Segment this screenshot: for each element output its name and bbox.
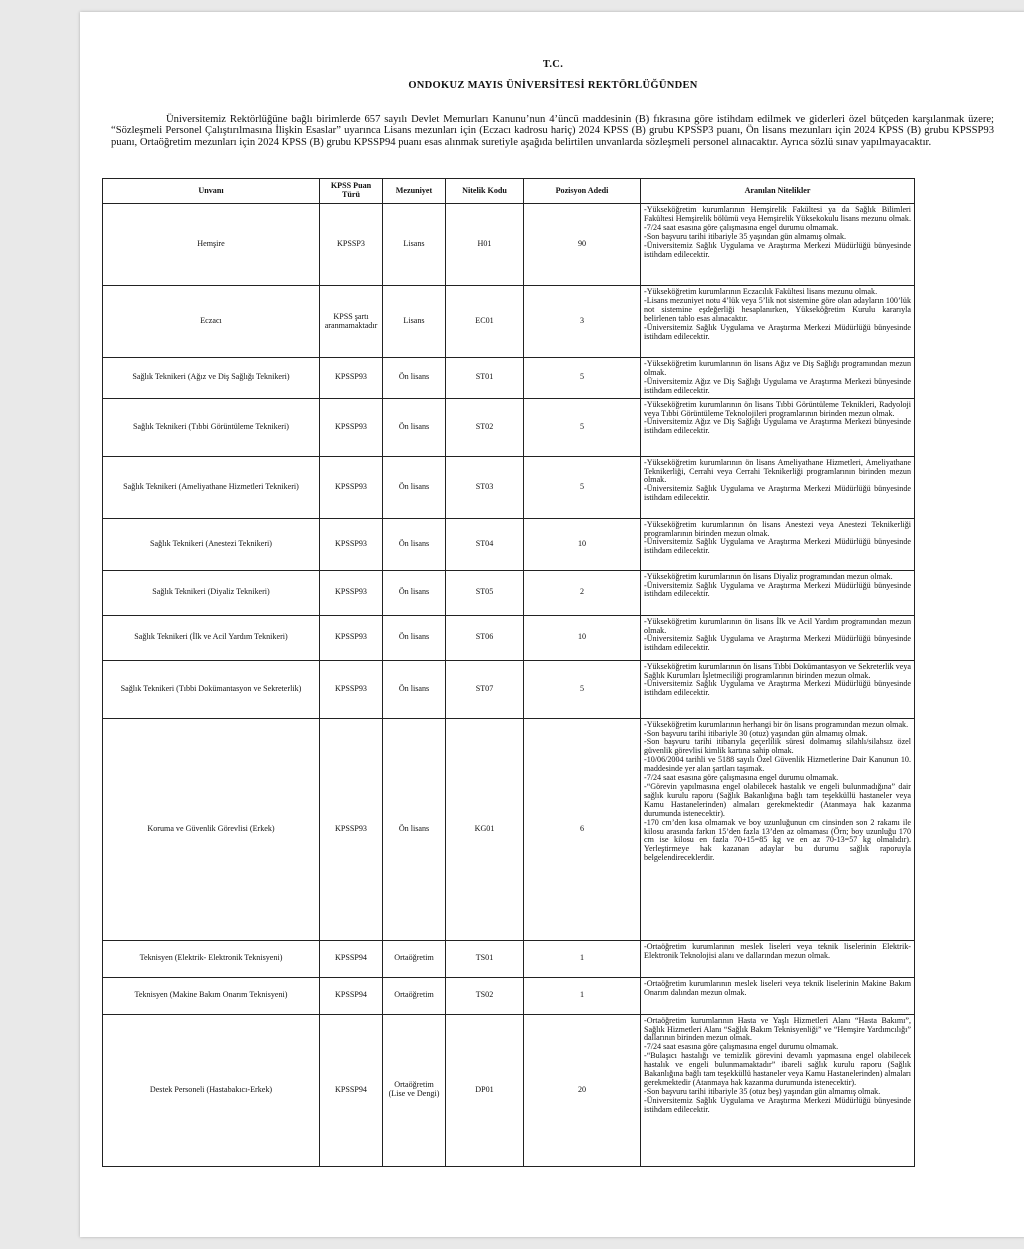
- qualification-line: -Üniversitemiz Sağlık Uygulama ve Araştırma Merkezi Müdürlüğü bünyesinde istihdam edilecektir.: [644, 537, 911, 556]
- header-qualifications: Aranılan Nitelikler: [641, 179, 915, 204]
- graduation-cell: Ön lisans: [383, 718, 446, 940]
- qualification-line: -Yükseköğretim kurumlarının ön lisans Ameliyathane Hizmetleri, Ameliyathane Teknikerliği, Cerrahi veya Cerrahi Teknikerliği programlarının birinden mezun olmak.: [644, 457, 911, 485]
- position-title-cell: Sağlık Teknikeri (Tıbbi Görüntüleme Teknikeri): [103, 398, 320, 456]
- table-row: [103, 398, 915, 456]
- graduation-cell: Ortaöğretim: [383, 977, 446, 1014]
- qualifications-cell: [641, 204, 915, 286]
- qualification-line: -Ortaöğretim kurumlarının meslek liseleri veya teknik liselerinin Makine Bakım Onarım dalından mezun olmak.: [644, 978, 911, 997]
- document-page: [80, 12, 1024, 1237]
- table-row: [103, 518, 915, 570]
- position-title-cell: Sağlık Teknikeri (Tıbbi Dokümantasyon ve Sekreterlik): [103, 660, 320, 718]
- qualification-line: -7/24 saat esasına göre çalışmasına engel durumu olmamak.: [644, 1042, 839, 1052]
- qualification-line: -Lisans mezuniyet notu 4’lük veya 5’lik not sistemine göre olan adayların 100’lük not sistemine eşdeğerliği hesaplanırken, Yükseköğretim Kurulu kararıyla belirlenen tablo esas alınacaktır.: [644, 295, 911, 323]
- position-count-cell: 5: [524, 456, 641, 518]
- qualification-line: -Son başvuru tarihi itibariyle 35 yaşından gün almamış olmak.: [644, 231, 847, 241]
- graduation-cell: Ön lisans: [383, 660, 446, 718]
- position-count-cell: 2: [524, 570, 641, 615]
- header-kpss: KPSS Puan Türü: [320, 179, 383, 204]
- kpss-type-cell: KPSSP93: [320, 358, 383, 399]
- qualification-line: -Yükseköğretim kurumlarının Eczacılık Fakültesi lisans mezunu olmak.: [644, 287, 878, 296]
- qualification-line: -7/24 saat esasına göre çalışmasına engel durumu olmamak.: [644, 773, 839, 783]
- header-tc: T.C.: [542, 59, 564, 70]
- qualifications-cell: [641, 570, 915, 615]
- qualification-line: -Üniversitemiz Sağlık Uygulama ve Araştırma Merkezi Müdürlüğü bünyesinde istihdam edilecektir.: [644, 580, 911, 599]
- header-count: Pozisyon Adedi: [524, 179, 641, 204]
- qualification-line: -Üniversitemiz Sağlık Uygulama ve Araştırma Merkezi Müdürlüğü bünyesinde istihdam edilecektir.: [644, 1095, 911, 1114]
- position-count-cell: 10: [524, 615, 641, 660]
- qualification-line: -Yükseköğretim kurumlarının ön lisans Ağız ve Diş Sağlığı programından mezun olmak.: [644, 359, 911, 377]
- qualification-code-cell: H01: [446, 204, 524, 286]
- table-row: [103, 660, 915, 718]
- qualification-line: -Üniversitemiz Ağız ve Diş Sağlığı Uygulama ve Araştırma Merkezi bünyesinde istihdam edilecektir.: [644, 417, 911, 436]
- qualification-code-cell: TS01: [446, 940, 524, 977]
- kpss-type-cell: KPSSP94: [320, 977, 383, 1014]
- kpss-type-cell: KPSSP3: [320, 204, 383, 286]
- kpss-type-cell: KPSSP94: [320, 1014, 383, 1166]
- qualification-line: -170 cm’den kısa olmamak ve boy uzunluğunun cm cinsinden son 2 rakamı ile kilosu arasında farkın 15’den fazla 13’den az olmaması (Örn; boy uzunluğu 170 cm ise kilosu en fazla 70+15=85 kg ve en az 70-13=57 kg olmalıdır). Yerleştirmeye hak kazanan adaylar bu durumu sağlık raporuyla belgelendireceklerdir.: [644, 817, 911, 863]
- qualification-code-cell: DP01: [446, 1014, 524, 1166]
- kpss-type-cell: KPSSP94: [320, 940, 383, 977]
- qualifications-cell: [641, 615, 915, 660]
- qualifications-cell: [641, 398, 915, 456]
- qualifications-cell: [641, 660, 915, 718]
- qualifications-cell: [641, 286, 915, 358]
- graduation-cell: Lisans: [383, 204, 446, 286]
- qualification-line: -Son başvuru tarihi itibariyle 35 (otuz beş) yaşından gün almamış olmak.: [644, 1086, 881, 1096]
- qualification-line: -Üniversitemiz Sağlık Uygulama ve Araştırma Merkezi Müdürlüğü bünyesinde istihdam edilecektir.: [644, 634, 911, 653]
- kpss-type-cell: KPSSP93: [320, 518, 383, 570]
- position-title-cell: Eczacı: [103, 286, 320, 358]
- position-title-cell: Destek Personeli (Hastabakıcı-Erkek): [103, 1014, 320, 1166]
- table-row: [103, 940, 915, 977]
- qualification-line: -Yükseköğretim kurumlarının herhangi bir ön lisans programından mezun olmak.: [644, 719, 909, 729]
- qualification-line: -10/06/2004 tarihli ve 5188 sayılı Özel Güvenlik Hizmetlerine Dair Kanunun 10. maddesinde yer alan şartları taşımak.: [644, 755, 911, 774]
- table-header-row: [103, 179, 915, 204]
- qualification-code-cell: ST04: [446, 518, 524, 570]
- table-row: [103, 615, 915, 660]
- position-count-cell: 5: [524, 660, 641, 718]
- position-title-cell: Koruma ve Güvenlik Görevlisi (Erkek): [103, 718, 320, 940]
- qualification-line: -Üniversitemiz Sağlık Uygulama ve Araştırma Merkezi Müdürlüğü bünyesinde istihdam edilecektir.: [644, 484, 911, 503]
- table-row: [103, 358, 915, 399]
- qualifications-cell: [641, 456, 915, 518]
- qualifications-cell: [641, 718, 915, 940]
- table-row: [103, 1014, 915, 1166]
- qualification-code-cell: KG01: [446, 718, 524, 940]
- qualification-code-cell: ST02: [446, 398, 524, 456]
- graduation-cell: Ortaöğretim (Lise ve Dengi): [383, 1014, 446, 1166]
- intro-paragraph: Üniversitemiz Rektörlüğüne bağlı birimlerde 657 sayılı Devlet Memurları Kanunu’nun 4’üncü maddesinin (B) fıkrasına göre istihdam edilmek ve giderleri özel bütçeden karşılanmak üzere; “Sözleşmeli Personel Çalıştırılmasına İlişkin Esaslar” uyarınca Lisans mezunları için (Eczacı kadrosu hariç) 2024 KPSS (B) grubu KPSSP3 puanı, Ön lisans mezunları için 2024 KPSS (B) grubu KPSSP93 puanı, Ortaöğretim mezunları için 2024 KPSS (B) grubu KPSSP94 puanı esas alınmak suretiyle aşağıda belirtilen unvanlarda sözleşmeli personel alınacaktır. Ayrıca sözlü sınav yapılmayacaktır.: [111, 114, 994, 148]
- qualifications-cell: [641, 358, 915, 399]
- position-title-cell: Sağlık Teknikeri (Ameliyathane Hizmetleri Teknikeri): [103, 456, 320, 518]
- position-count-cell: 1: [524, 940, 641, 977]
- qualification-line: -Yükseköğretim kurumlarının ön lisans Anestezi veya Anestezi Teknikerliği programlarının birinden mezun olmak.: [644, 519, 911, 538]
- position-count-cell: 1: [524, 977, 641, 1014]
- qualification-line: -Yükseköğretim kurumlarının ön lisans İlk ve Acil Yardım programından mezun olmak.: [644, 616, 911, 635]
- header-graduation: Mezuniyet: [383, 179, 446, 204]
- table-row: [103, 977, 915, 1014]
- graduation-cell: Ön lisans: [383, 398, 446, 456]
- qualification-code-cell: EC01: [446, 286, 524, 358]
- position-count-cell: 10: [524, 518, 641, 570]
- qualification-line: -Üniversitemiz Sağlık Uygulama ve Araştırma Merkezi Müdürlüğü bünyesinde istihdam edilecektir.: [644, 679, 911, 698]
- qualification-line: -Son başvuru tarihi itibarıyla geçerlilik süresi dolmamış silahlı/silahsız özel güvenlik görevlisi kimlik kartına sahip olmak.: [644, 737, 911, 756]
- qualifications-cell: [641, 940, 915, 977]
- header-code: Nitelik Kodu: [446, 179, 524, 204]
- header-title: Unvanı: [103, 179, 320, 204]
- header-university: ONDOKUZ MAYIS ÜNİVERSİTESİ REKTÖRLÜĞÜNDEN: [408, 80, 698, 91]
- graduation-cell: Ortaöğretim: [383, 940, 446, 977]
- table-row: [103, 570, 915, 615]
- qualifications-cell: [641, 1014, 915, 1166]
- position-title-cell: Teknisyen (Elektrik- Elektronik Teknisyeni): [103, 940, 320, 977]
- position-title-cell: Sağlık Teknikeri (Ağız ve Diş Sağlığı Teknikeri): [103, 358, 320, 399]
- positions-table: [102, 178, 915, 1167]
- graduation-cell: Lisans: [383, 286, 446, 358]
- graduation-cell: Ön lisans: [383, 518, 446, 570]
- kpss-type-cell: KPSSP93: [320, 660, 383, 718]
- position-title-cell: Sağlık Teknikeri (Anestezi Teknikeri): [103, 518, 320, 570]
- kpss-type-cell: KPSS şartı aranmamaktadır: [320, 286, 383, 358]
- table-row: [103, 718, 915, 940]
- table-row: [103, 204, 915, 286]
- position-count-cell: 20: [524, 1014, 641, 1166]
- qualification-line: -Yükseköğretim kurumlarının ön lisans Tıbbi Dokümantasyon ve Sekreterlik veya Sağlık Kurumları İşletmeciliği programlarının birinden mezun olmak.: [644, 661, 911, 680]
- position-title-cell: Sağlık Teknikeri (Diyaliz Teknikeri): [103, 570, 320, 615]
- qualification-code-cell: TS02: [446, 977, 524, 1014]
- kpss-type-cell: KPSSP93: [320, 398, 383, 456]
- qualifications-cell: [641, 977, 915, 1014]
- kpss-type-cell: KPSSP93: [320, 456, 383, 518]
- position-title-cell: Teknisyen (Makine Bakım Onarım Teknisyeni): [103, 977, 320, 1014]
- qualification-code-cell: ST01: [446, 358, 524, 399]
- graduation-cell: Ön lisans: [383, 615, 446, 660]
- qualification-line: -“Görevin yapılmasına engel olabilecek hastalık ve engeli bulunmadığına” dair sağlık kurulu raporu (Sağlık Bakanlığına bağlı tam teşekküllü hastaneler veya Kamu Hastanelerinden) almaları gerekmektedir (Atanmaya hak kazanma durumunda istenecektir).: [644, 781, 911, 818]
- qualification-line: -Yükseköğretim kurumlarının ön lisans Tıbbi Görüntüleme Teknikleri, Radyoloji veya Tıbbi Görüntüleme Teknolojileri programlarının birinden mezun olmak.: [644, 399, 911, 418]
- table-row: [103, 286, 915, 358]
- position-title-cell: Sağlık Teknikeri (İlk ve Acil Yardım Teknikeri): [103, 615, 320, 660]
- position-count-cell: 3: [524, 286, 641, 358]
- kpss-type-cell: KPSSP93: [320, 615, 383, 660]
- qualification-line: -Yükseköğretim kurumlarının Hemşirelik Fakültesi ya da Sağlık Bilimleri Fakültesi Hemşirelik bölümü veya Hemşirelik Yüksekokulu lisans mezunu olmak.: [644, 205, 911, 223]
- qualification-line: -Ortaöğretim kurumlarının meslek liseleri veya teknik liselerinin Elektrik-Elektronik Teknolojisi alanı ve dallarından mezun olmak.: [644, 941, 911, 960]
- position-count-cell: 5: [524, 398, 641, 456]
- qualification-line: -7/24 saat esasına göre çalışmasına engel durumu olmamak.: [644, 222, 839, 232]
- qualification-code-cell: ST05: [446, 570, 524, 615]
- qualification-line: -Ortaöğretim kurumlarının Hasta ve Yaşlı Hizmetleri Alanı “Hasta Bakımı”, Sağlık Hizmetleri Alanı “Sağlık Bakım Teknisyenliği” ve “Hemşire Yardımcılığı” dallarının birinden mezun olmak.: [644, 1015, 911, 1043]
- qualification-code-cell: ST03: [446, 456, 524, 518]
- qualification-line: -“Bulaşıcı hastalığı ve temizlik görevini devamlı yapmasına engel olabilecek hastalık ve engeli bulunmamaktadır” ibareli sağlık kurulu raporu (Sağlık Bakanlığına bağlı tam teşekküllü hastaneler veya Kamu Hastanelerinden) almaları gerekmektedir (Atanmaya hak kazanma durumunda istenecektir).: [644, 1051, 911, 1087]
- qualification-line: -Yükseköğretim kurumlarının ön lisans Diyaliz programından mezun olmak.: [644, 571, 893, 581]
- kpss-type-cell: KPSSP93: [320, 718, 383, 940]
- position-count-cell: 5: [524, 358, 641, 399]
- position-count-cell: 90: [524, 204, 641, 286]
- kpss-type-cell: KPSSP93: [320, 570, 383, 615]
- table-row: [103, 456, 915, 518]
- qualification-code-cell: ST07: [446, 660, 524, 718]
- graduation-cell: Ön lisans: [383, 358, 446, 399]
- graduation-cell: Ön lisans: [383, 456, 446, 518]
- qualifications-cell: [641, 518, 915, 570]
- position-count-cell: 6: [524, 718, 641, 940]
- qualification-line: -Üniversitemiz Sağlık Uygulama ve Araştırma Merkezi Müdürlüğü bünyesinde istihdam edilecektir.: [644, 240, 911, 259]
- qualification-code-cell: ST06: [446, 615, 524, 660]
- graduation-cell: Ön lisans: [383, 570, 446, 615]
- qualification-line: -Üniversitemiz Ağız ve Diş Sağlığı Uygulama ve Araştırma Merkezi bünyesinde istihdam edilecektir.: [644, 376, 911, 395]
- qualification-line: -Üniversitemiz Sağlık Uygulama ve Araştırma Merkezi Müdürlüğü bünyesinde istihdam edilecektir.: [644, 322, 911, 341]
- qualification-line: -Son başvuru tarihi itibariyle 30 (otuz) yaşından gün almamış olmak.: [644, 728, 868, 738]
- position-title-cell: Hemşire: [103, 204, 320, 286]
